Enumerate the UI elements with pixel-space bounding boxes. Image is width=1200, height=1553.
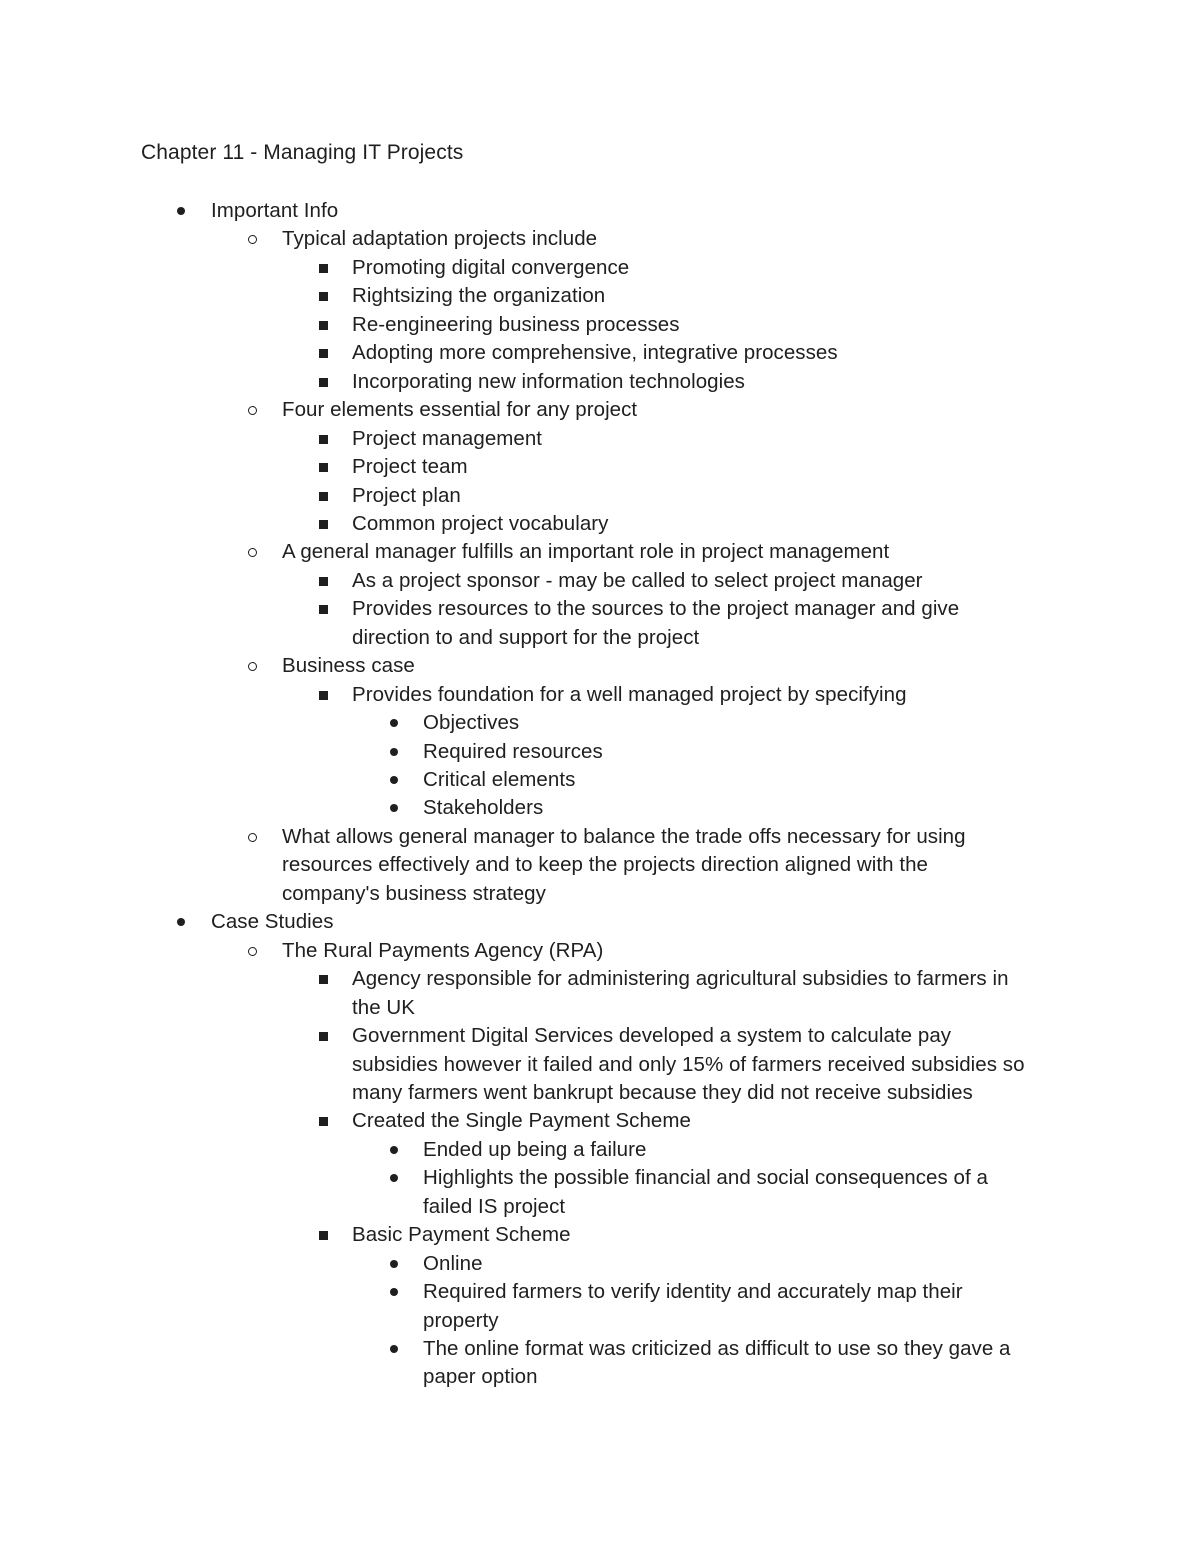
list-item-text: property xyxy=(423,1308,499,1332)
list-item-text: company's business strategy xyxy=(282,881,546,905)
list-item-text: Ended up being a failure xyxy=(423,1137,647,1161)
list-item-text: Stakeholders xyxy=(423,796,544,820)
list-item xyxy=(423,1250,483,1278)
document-title: Chapter 11 - Managing IT Projects xyxy=(141,141,464,164)
list-item-text: Created the Single Payment Scheme xyxy=(352,1109,691,1133)
list-item-text: Business case xyxy=(282,654,415,678)
list-item xyxy=(211,908,334,936)
list-item-text: Adopting more comprehensive, integrative processes xyxy=(352,341,838,365)
list-item-text: Project plan xyxy=(352,483,461,507)
list-item-text: Provides resources to the sources to the project manager and give xyxy=(352,597,960,621)
list-item-text: Important Info xyxy=(211,199,339,222)
list-item-text: failed IS project xyxy=(423,1194,566,1218)
list-item xyxy=(352,1022,951,1050)
list-item xyxy=(211,197,338,225)
list-item xyxy=(423,709,519,737)
list-item-text: Government Digital Services developed a system to calculate pay xyxy=(352,1024,952,1048)
list-item-continuation xyxy=(282,851,928,879)
list-item-text: Rightsizing the organization xyxy=(352,284,606,308)
list-item-text: Case Studies xyxy=(211,910,334,934)
list-item xyxy=(352,282,605,310)
list-item-continuation xyxy=(282,880,546,908)
list-item xyxy=(423,794,543,822)
list-item xyxy=(352,965,1009,993)
list-item-text: Re-engineering business processes xyxy=(352,312,680,336)
list-item xyxy=(282,937,603,965)
list-item xyxy=(423,766,575,794)
list-item-continuation xyxy=(423,1363,538,1391)
list-item xyxy=(352,368,745,396)
list-item-text: Four elements essential for any project xyxy=(282,398,638,422)
list-item-text: many farmers went bankrupt because they did not receive subsidies xyxy=(352,1080,973,1104)
list-item xyxy=(282,225,597,253)
list-item-text: resources effectively and to keep the projects direction aligned with the xyxy=(282,853,928,877)
list-item-text: direction to and support for the project xyxy=(352,625,700,649)
list-item-text: Highlights the possible financial and social consequences of a xyxy=(423,1166,988,1190)
list-item-text: Common project vocabulary xyxy=(352,511,609,535)
list-item-continuation xyxy=(423,1193,565,1221)
list-item-text: Project management xyxy=(352,426,543,450)
list-item xyxy=(352,453,468,481)
list-item-text: subsidies however it failed and only 15% of farmers received subsidies so xyxy=(352,1052,1025,1076)
list-item-text: What allows general manager to balance the trade offs necessary for using xyxy=(282,824,966,848)
list-item xyxy=(282,538,889,566)
list-item xyxy=(352,254,629,282)
list-item-text: Incorporating new information technologies xyxy=(352,369,745,393)
list-item xyxy=(352,567,923,595)
list-item xyxy=(423,1278,963,1306)
list-item-text: the UK xyxy=(352,995,415,1019)
list-item xyxy=(423,738,603,766)
list-item xyxy=(352,311,680,339)
list-item xyxy=(423,1335,1011,1363)
list-item xyxy=(352,595,959,623)
list-item xyxy=(423,1164,988,1192)
list-item xyxy=(282,396,637,424)
list-item-text: Required resources xyxy=(423,739,603,763)
list-item-continuation xyxy=(352,1079,973,1107)
list-item xyxy=(282,823,966,851)
list-item xyxy=(352,482,461,510)
list-item-continuation xyxy=(352,1051,1025,1079)
list-item-text: A general manager fulfills an important role in project management xyxy=(282,540,890,564)
list-item xyxy=(423,1136,646,1164)
list-item-text: Required farmers to verify identity and accurately map their xyxy=(423,1280,963,1304)
list-item xyxy=(352,510,608,538)
list-item xyxy=(282,652,415,680)
list-item-text: The online format was criticized as difficult to use so they gave a xyxy=(423,1337,1011,1360)
list-item-text: As a project sponsor - may be called to select project manager xyxy=(352,568,923,592)
list-item xyxy=(352,339,838,367)
list-item-continuation xyxy=(352,624,699,652)
list-item-text: Online xyxy=(423,1251,483,1275)
list-item xyxy=(352,681,907,709)
list-item xyxy=(352,1221,571,1249)
list-item-text: Critical elements xyxy=(423,768,576,791)
list-item-text: The Rural Payments Agency (RPA) xyxy=(282,938,604,962)
list-item-text: Promoting digital convergence xyxy=(352,255,630,279)
list-item-continuation xyxy=(352,994,415,1022)
list-item-text: Basic Payment Scheme xyxy=(352,1223,571,1247)
list-item-text: Typical adaptation projects include xyxy=(282,227,598,251)
list-item-text: paper option xyxy=(423,1365,538,1389)
list-item xyxy=(352,425,542,453)
list-item-text: Project team xyxy=(352,455,468,479)
list-item-text: Objectives xyxy=(423,711,520,735)
list-item xyxy=(352,1107,691,1135)
list-item-text: Provides foundation for a well managed project by specifying xyxy=(352,682,907,706)
list-item-continuation xyxy=(423,1307,499,1335)
list-item-text: Agency responsible for administering agricultural subsidies to farmers in xyxy=(352,967,1009,991)
